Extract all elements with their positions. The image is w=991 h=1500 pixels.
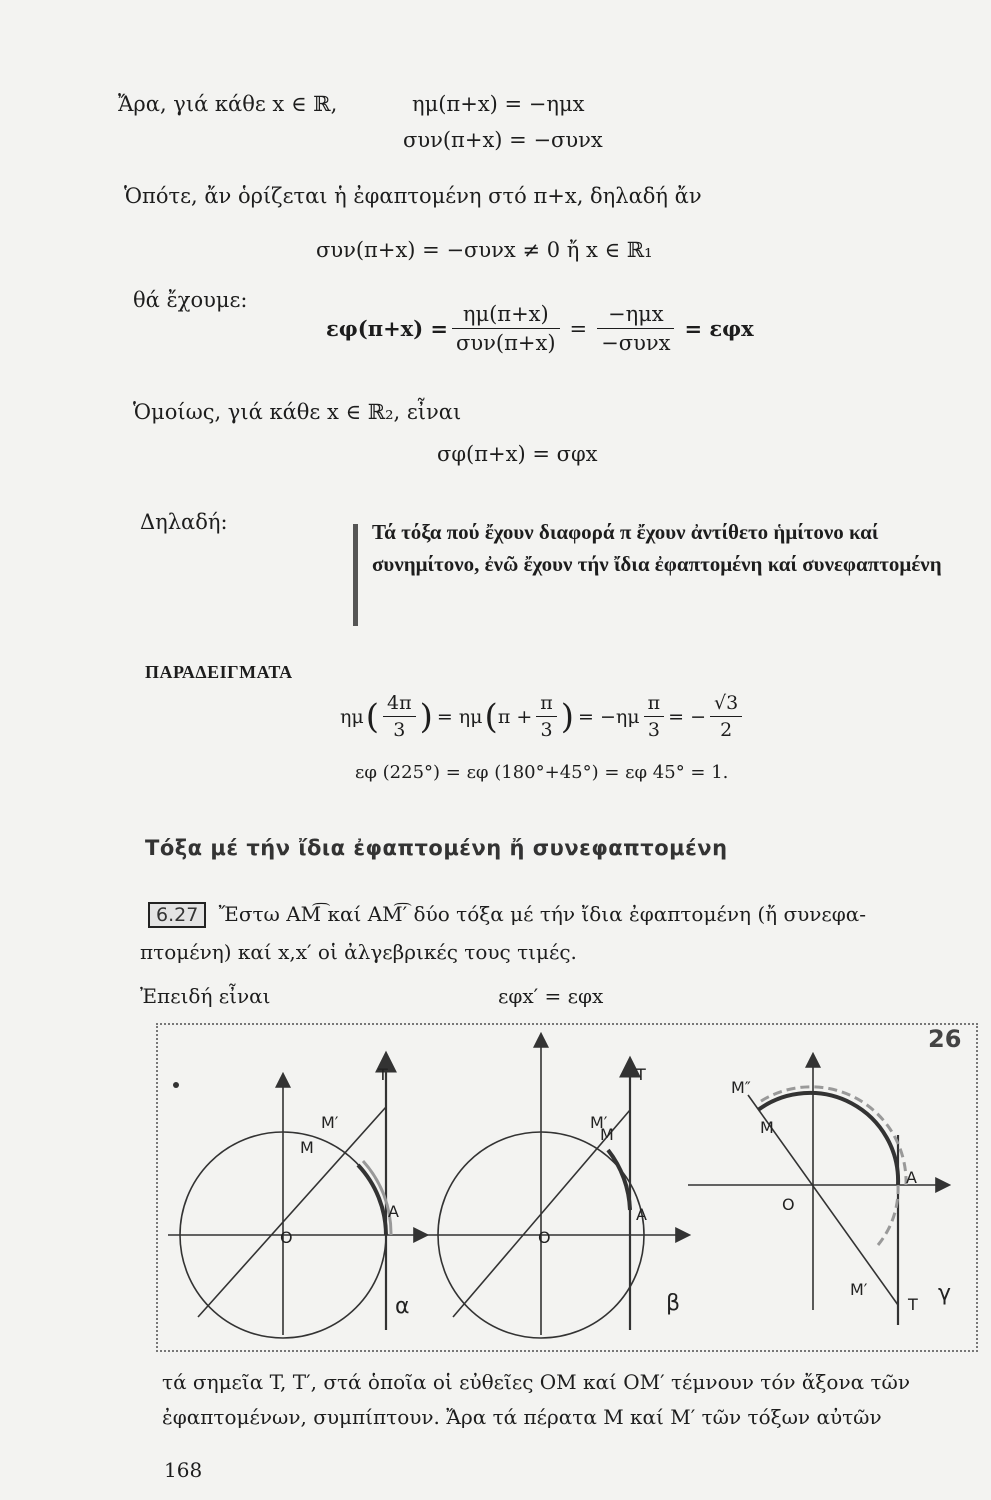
fraction-1-numerator: ημ(π+x) — [452, 302, 560, 329]
ex1-neg-sin: = −ημ — [578, 705, 640, 728]
fraction-1-denominator: συν(π+x) — [456, 331, 556, 355]
fraction-2-numerator: −ημx — [597, 302, 674, 329]
label-M-prime-beta: M′ — [590, 1113, 608, 1132]
label-T-beta: T — [636, 1065, 646, 1084]
label-alpha: α — [395, 1294, 410, 1319]
section-text-1: Ἔστω AM͡ καί AM͡′ δύο τόξα μέ τήν ἴδια ἐφαπτομένη (ἤ συνεφα- — [218, 902, 867, 926]
tan-lhs: εφ(π+x) = — [326, 316, 449, 341]
line-om-alpha — [198, 1107, 386, 1317]
arc-am-alpha — [358, 1165, 386, 1235]
line-5-text: θά ἔχουμε: — [133, 288, 248, 312]
figure-26 — [156, 1023, 978, 1352]
bottom-line-1: τά σημεῖα T, T′, στά ὁποῖα οἱ εὐθεῖες OM καί OM′ τέμνουν τόν ἄξονα τῶν — [162, 1370, 911, 1394]
line-1-lead: Ἄρα, γιά κάθε x ∈ ℝ, — [118, 92, 338, 116]
ex1-frac-2-num: π — [536, 692, 557, 717]
figure-26-svg — [158, 1025, 976, 1350]
formula-sin-pi-plus-x: ημ(π+x) = −ημx — [412, 92, 585, 116]
label-M-prime-alpha: M′ — [321, 1113, 339, 1132]
tan-equals: = — [569, 316, 588, 341]
ex1-frac-3-num: π — [644, 692, 665, 717]
arc-extension-gamma — [878, 1185, 898, 1245]
line-9-text: Δηλαδή: — [140, 510, 228, 534]
ex1-frac-3-den: 3 — [647, 719, 660, 741]
ex1-frac-1-den: 3 — [393, 719, 406, 741]
section-paragraph-line-3-lead: Ἐπειδή εἶναι — [140, 984, 271, 1008]
ex1-frac-2-den: 3 — [540, 719, 553, 741]
label-M-alpha: M — [300, 1138, 314, 1157]
figure-number: 26 — [928, 1025, 962, 1053]
label-beta: β — [666, 1291, 681, 1316]
formula-cot-pi-plus-x: σφ(π+x) = σφx — [437, 442, 598, 466]
label-O-gamma: O — [782, 1195, 795, 1214]
label-M-prime-gamma: M′ — [850, 1280, 868, 1299]
label-A-alpha: A — [388, 1202, 399, 1221]
ex1-sin: ημ — [340, 705, 364, 728]
ex1-frac-2 — [536, 692, 557, 741]
formula-tan-pi-plus-x — [326, 302, 754, 355]
label-gamma: γ — [938, 1281, 952, 1306]
ex1-frac-4 — [710, 692, 742, 741]
ex1-neg: = − — [668, 705, 707, 728]
fraction-1 — [452, 302, 560, 355]
label-A-beta: A — [636, 1205, 647, 1224]
ex1-pi-plus: π + — [497, 705, 533, 728]
fraction-2-denominator: −συνx — [601, 331, 671, 355]
label-T-alpha: T — [378, 1065, 388, 1084]
page-number: 168 — [164, 1458, 203, 1482]
section-paragraph-line-1 — [148, 902, 866, 928]
line-7-text: Ὁμοίως, γιά κάθε x ∈ ℝ₂, εἶναι — [133, 400, 462, 424]
label-T-gamma: T — [908, 1295, 918, 1314]
formula-cos-condition: συν(π+x) = −συνx ≠ 0 ἤ x ∈ ℝ₁ — [316, 238, 653, 262]
rule-bar — [353, 524, 358, 626]
label-M-beta: M — [600, 1125, 614, 1144]
section-number-box: 6.27 — [148, 902, 206, 928]
ex1-frac-4-den: 2 — [720, 719, 733, 741]
line-3-text: Ὁπότε, ἄν ὁρίζεται ἡ ἐφαπτομένη στό π+x, δηλαδή ἄν — [124, 184, 702, 208]
examples-heading: ΠΑΡΑΔΕΙΓΜΑΤΑ — [145, 662, 293, 682]
ex1-frac-1-num: 4π — [383, 692, 416, 717]
formula-cos-pi-plus-x: συν(π+x) = −συνx — [403, 128, 603, 152]
label-O-alpha: O — [280, 1228, 293, 1247]
formula-equal-tangents: εφx′ = εφx — [498, 984, 604, 1008]
ex1-frac-1 — [383, 692, 416, 741]
ex1-frac-4-num: √3 — [710, 692, 742, 717]
stray-dot — [173, 1082, 179, 1088]
label-A-gamma: A — [906, 1168, 917, 1187]
example-1: ημ ( $\frac{4\pi}{3}$ ) = ημ ( π + $\frac{\pi}{3}$ ) = −ημ $\frac{\pi}{3}$ = − $\frac{√3}{2}$ — [340, 692, 746, 741]
label-M-dprime-gamma: M″ — [731, 1078, 751, 1097]
rule-statement: Τά τόξα πού ἔχουν διαφορά π ἔχουν ἀντίθετο ἡμίτονο καί συνημίτονο, ἐνῶ ἔχουν τήν ἴδια ἐφαπτομένη καί συνεφαπτομένη — [372, 520, 942, 576]
fraction-2 — [597, 302, 674, 355]
ex1-frac-3 — [644, 692, 665, 741]
tan-rhs: = εφx — [684, 316, 754, 341]
example-2: εφ (225°) = εφ (180°+45°) = εφ 45° = 1. — [355, 762, 729, 783]
label-O-beta: O — [538, 1228, 551, 1247]
label-M-gamma: M — [760, 1118, 774, 1137]
bottom-line-2: ἐφαπτομένων, συμπίπτουν. Ἄρα τά πέρατα M καί M′ τῶν τόξων αὐτῶν — [162, 1405, 882, 1429]
ex1-eq-sin: = ημ — [436, 705, 483, 728]
section-title: Τόξα μέ τήν ἴδια ἐφαπτομένη ἤ συνεφαπτομένη — [145, 836, 728, 860]
section-paragraph-line-2: πτομένη) καί x,x′ οἱ ἀλγεβρικές τους τιμές. — [140, 940, 577, 964]
